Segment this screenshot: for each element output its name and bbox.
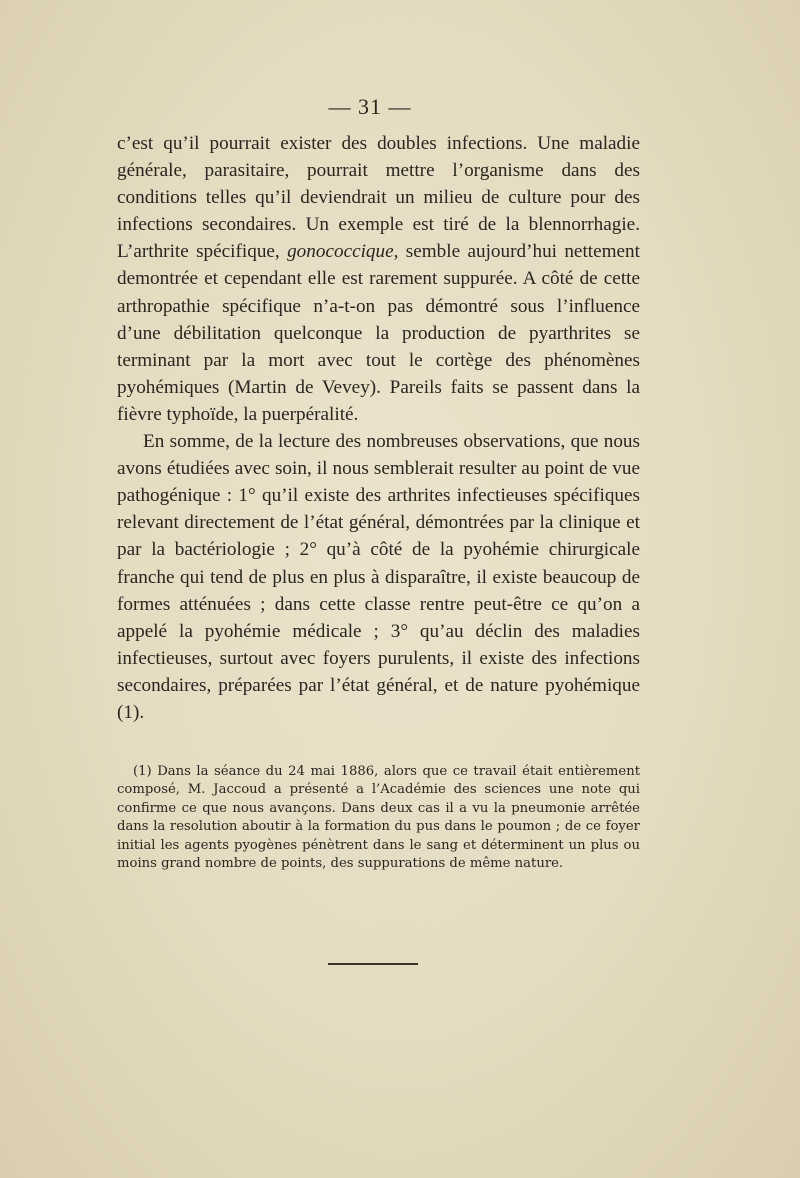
paragraph-1-end: , semble aujourd’hui nettement demontrée et cependant elle est rarement suppurée. A côté de cette arthropathie spécifique n’a-t-on pas démontré sous l’influence d’une débilitation quelconque la production de pyarthrites se terminant par la mort avec tout le cortège des phénomènes pyohémiques (Martin de Vevey). Pareils faits se passent dans la fièvre typhoïde, la puerpéralité. bbox=[117, 241, 640, 425]
italic-term: gonococcique bbox=[287, 241, 394, 263]
paragraph-2: En somme, de la lecture des nombreuses observations, que nous avons étudiées avec soin, il nous semblerait resulter au point de vue pathogénique : 1° qu’il existe des arthrites infectieuses spécifiques relevant directement de l’état général, démontrées par la clinique et par la bactériologie ; 2° qu’à côté de la pyohémie chirurgicale franche qui tend de plus en plus à disparaître, il existe beaucoup de formes atténuées ; dans cette classe rentre peut-être ce qu’on a appelé la pyohémie médicale ; 3° qu’au déclin des maladies infectieuses, surtout avec foyers purulents, il existe des infections secondaires, préparées par l’état général, et de nature pyohémique (1). bbox=[117, 431, 640, 723]
paragraph-1-start: c’est qu’il pourrait exister des doubles infections. Une maladie générale, parasitaire, pourrait mettre l’organisme dans des conditions telles qu’il deviendrait un milieu de culture pour des infections secondaires. Un exemple est tiré de la blennorrhagie. L’arthrite spécifique, bbox=[117, 133, 640, 263]
footnote-text: (1) Dans la séance du 24 mai 1886, alors que ce travail était entièrement composé, M. Jaccoud a présenté a l’Académie des sciences une note qui confirme ce que nous avançons. Dans deux cas il a vu la pneumonie arrêtée dans la resolution aboutir à la formation du pus dans le poumon ; de ce foyer initial les agents pyogènes pénètrent dans le sang et déterminent un plus ou moins grand nombre de points, des suppurations de même nature. bbox=[117, 764, 640, 872]
page-number: — 31 — bbox=[328, 94, 412, 119]
main-text bbox=[117, 130, 640, 726]
closing-rule bbox=[328, 963, 418, 965]
paragraph-1 bbox=[117, 130, 640, 428]
footnote bbox=[117, 763, 640, 873]
